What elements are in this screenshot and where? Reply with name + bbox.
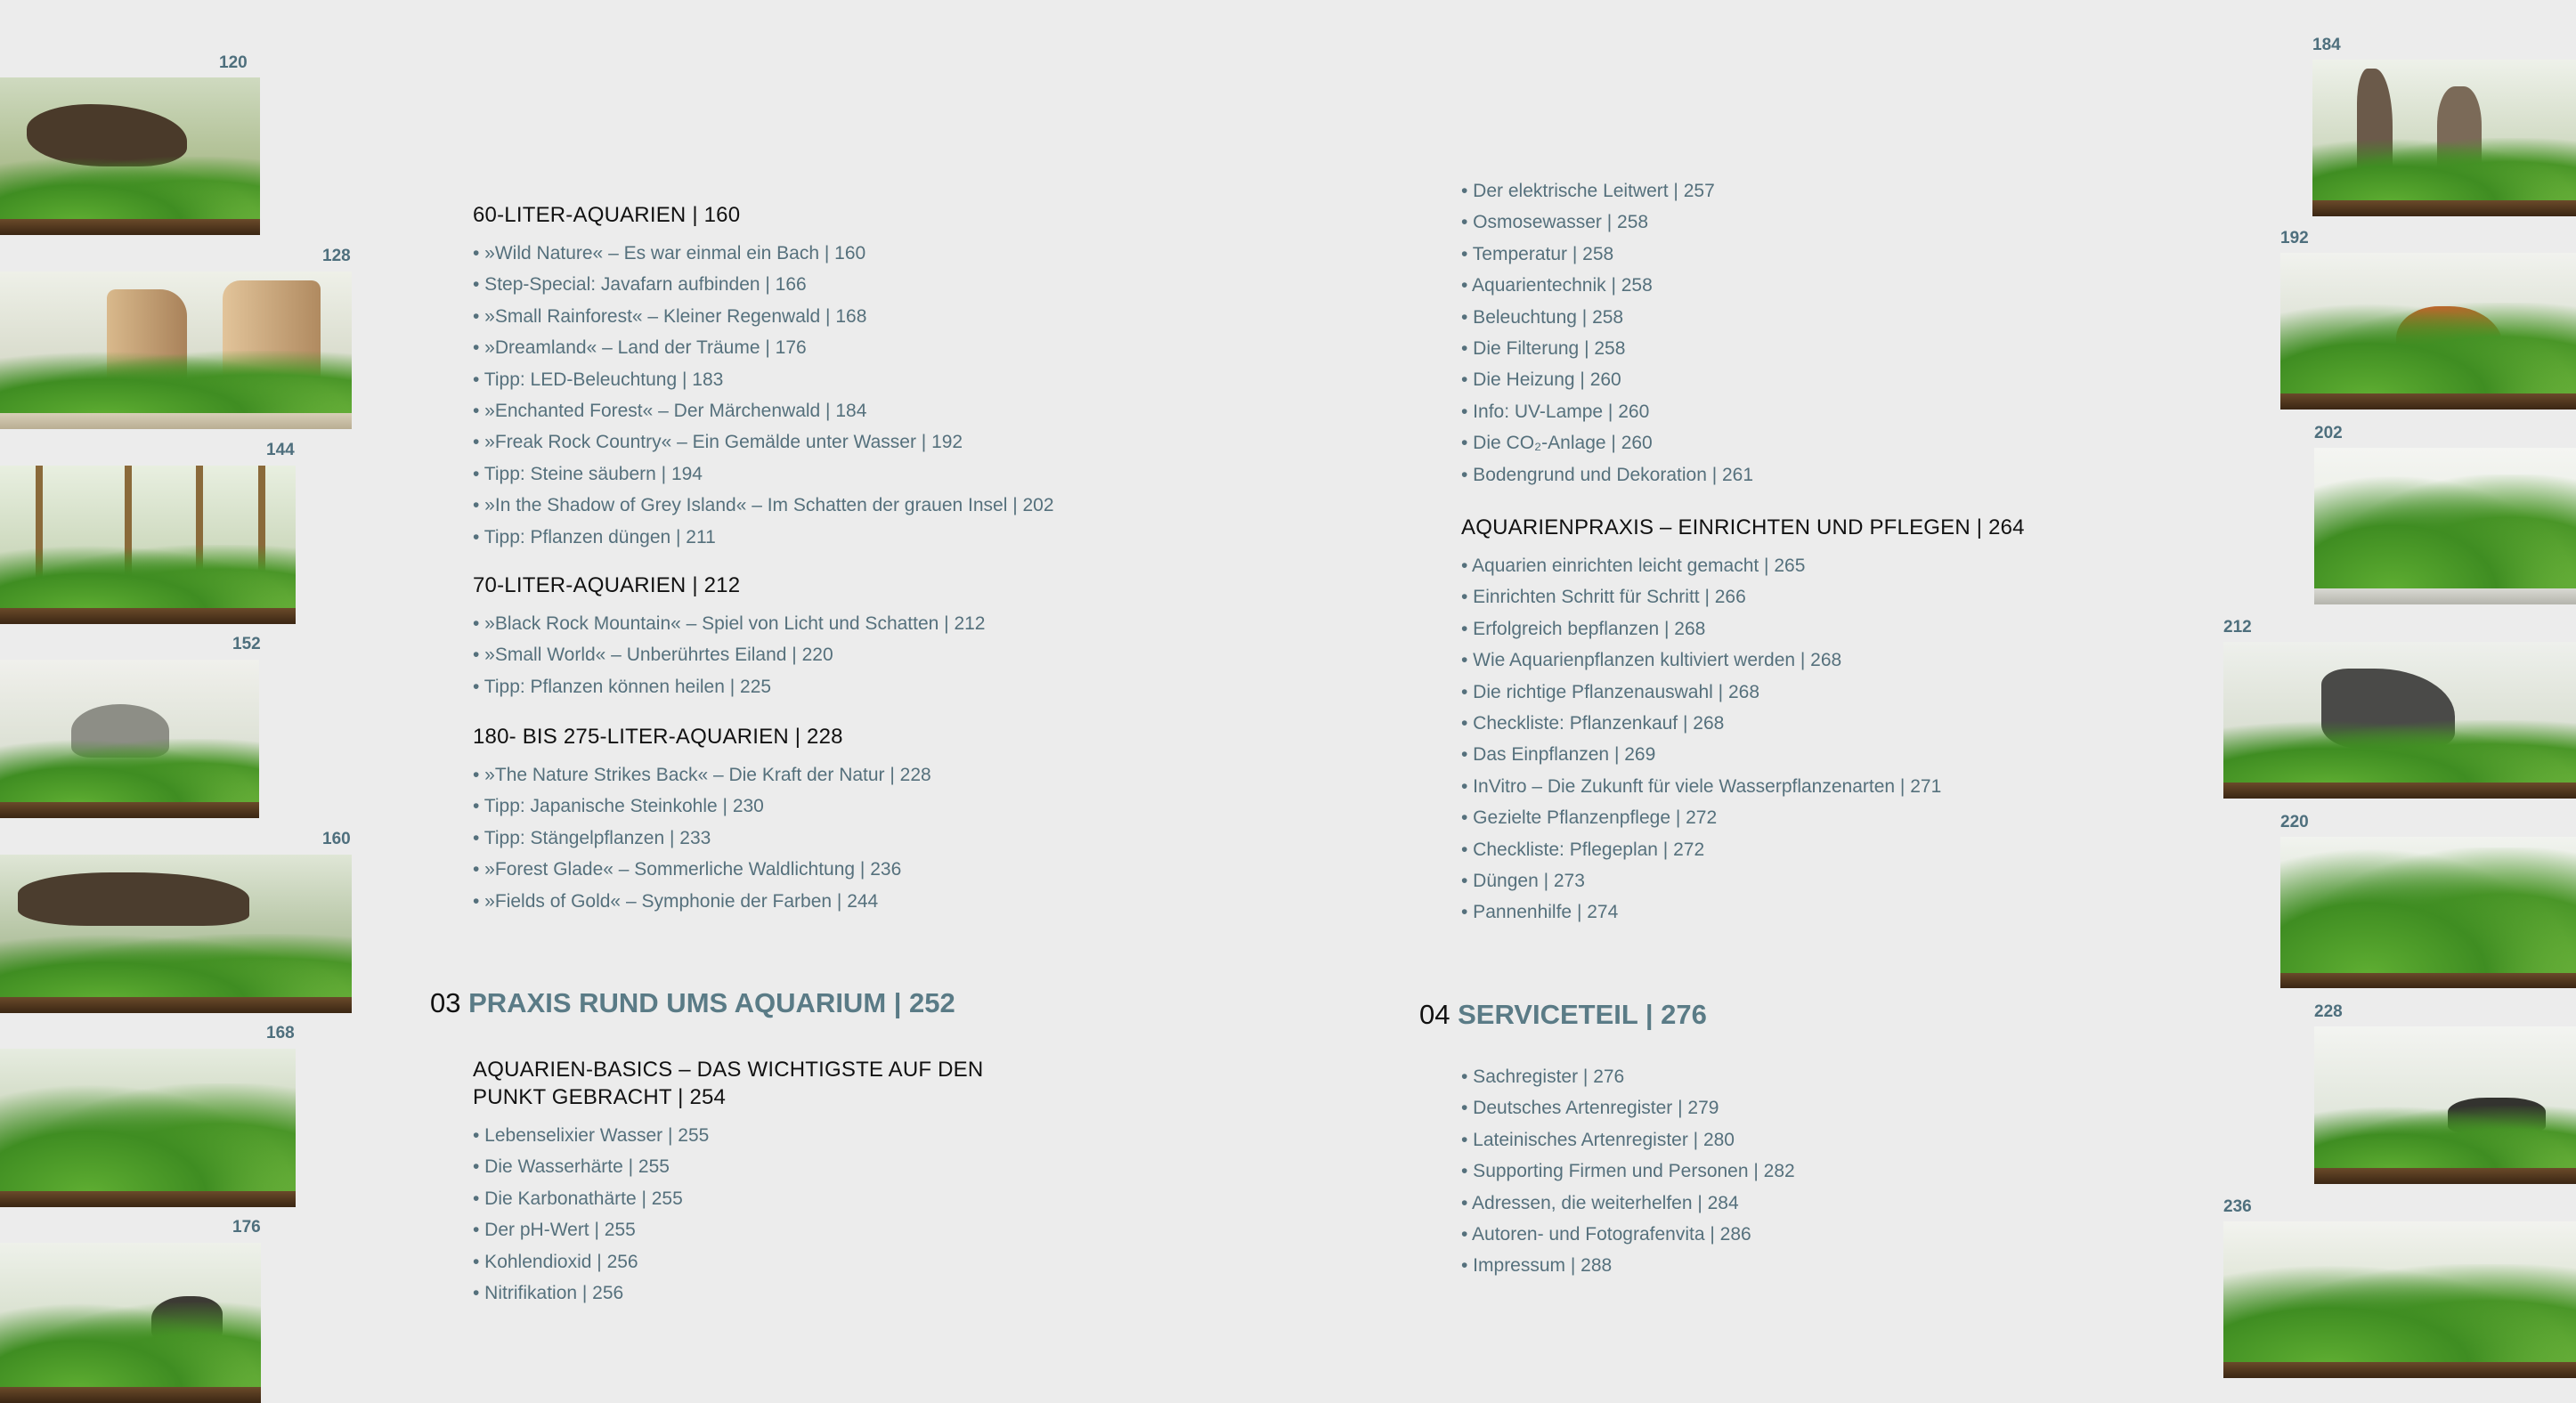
section-title: 180- BIS 275-LITER-AQUARIEN | 228: [473, 725, 843, 749]
toc-entry[interactable]: • Checkliste: Pflanzenkauf | 268: [1461, 713, 1725, 734]
toc-entry[interactable]: • Checkliste: Pflegeplan | 272: [1461, 839, 1705, 860]
toc-entry[interactable]: • Sachregister | 276: [1461, 1066, 1625, 1087]
toc-entry[interactable]: • Aquarientechnik | 258: [1461, 275, 1653, 296]
toc-entry[interactable]: • Bodengrund und Dekoration | 261: [1461, 464, 1754, 485]
toc-entry[interactable]: • Die CO₂-Anlage | 260: [1461, 433, 1653, 454]
aquarium-thumbnail[interactable]: [0, 855, 352, 1013]
chapter-title: SERVICETEIL | 276: [1458, 999, 1707, 1030]
thumb-page-number: 160: [322, 830, 351, 848]
toc-entry[interactable]: • Tipp: Steine säubern | 194: [473, 463, 703, 484]
toc-entry[interactable]: • Aquarien einrichten leicht gemacht | 265: [1461, 556, 1806, 576]
section-title-line1: AQUARIEN-BASICS – DAS WICHTIGSTE AUF DEN: [473, 1058, 984, 1082]
toc-entry[interactable]: • »Forest Glade« – Sommerliche Waldlichtung | 236: [473, 859, 902, 880]
toc-entry[interactable]: • »In the Shadow of Grey Island« – Im Schatten der grauen Insel | 202: [473, 495, 1054, 516]
toc-entry[interactable]: • Tipp: Pflanzen können heilen | 225: [473, 676, 772, 697]
toc-section-basics: [473, 1056, 983, 1309]
toc-entry[interactable]: • Die Heizung | 260: [1461, 369, 1621, 391]
toc-entry[interactable]: • Supporting Firmen und Personen | 282: [1461, 1161, 1795, 1182]
thumb-page-number: 128: [322, 247, 351, 265]
toc-entry[interactable]: • Lateinisches Artenregister | 280: [1461, 1129, 1735, 1150]
section-title-line2: PUNKT GEBRACHT | 254: [473, 1085, 727, 1109]
toc-section-serviceteil: [1461, 1061, 1795, 1282]
aquarium-thumbnail[interactable]: [2223, 1221, 2576, 1378]
toc-entry[interactable]: • Die richtige Pflanzenauswahl | 268: [1461, 681, 1759, 702]
toc-entry[interactable]: • Wie Aquarienpflanzen kultiviert werden | 268: [1461, 650, 1842, 671]
toc-section-60-liter: [473, 201, 1054, 553]
toc-entry[interactable]: • Autoren- und Fotografenvita | 286: [1461, 1224, 1751, 1245]
toc-section-180-275-liter: [473, 723, 931, 917]
toc-entry[interactable]: • Tipp: Stängelpflanzen | 233: [473, 827, 711, 848]
aquarium-thumbnail[interactable]: [2223, 642, 2576, 799]
aquarium-thumbnail[interactable]: [0, 77, 260, 235]
thumb-page-number: 168: [266, 1024, 295, 1042]
toc-entry[interactable]: • Beleuchtung | 258: [1461, 306, 1624, 328]
toc-entry[interactable]: • »Fields of Gold« – Symphonie der Farben | 244: [473, 890, 879, 912]
section-title: 70-LITER-AQUARIEN | 212: [473, 573, 741, 597]
aquarium-thumbnail[interactable]: [2280, 253, 2576, 410]
toc-entry[interactable]: • Gezielte Pflanzenpflege | 272: [1461, 807, 1718, 829]
toc-entry[interactable]: • Düngen | 273: [1461, 871, 1585, 892]
toc-continued-basics: [1461, 175, 1753, 491]
toc-entry[interactable]: • Die Filterung | 258: [1461, 338, 1626, 360]
aquarium-thumbnail[interactable]: [2280, 837, 2576, 988]
toc-entry[interactable]: • Das Einpflanzen | 269: [1461, 744, 1656, 766]
toc-entry[interactable]: • Deutsches Artenregister | 279: [1461, 1098, 1719, 1119]
toc-entry[interactable]: • Lebenselixier Wasser | 255: [473, 1125, 710, 1146]
chapter-04-heading[interactable]: [1419, 997, 1707, 1033]
toc-entry[interactable]: • »Enchanted Forest« – Der Märchenwald | 184: [473, 401, 867, 422]
aquarium-thumbnail[interactable]: [0, 1243, 261, 1403]
toc-section-aquarienpraxis: [1461, 514, 2025, 929]
section-title: 60-LITER-AQUARIEN | 160: [473, 203, 741, 227]
toc-entry[interactable]: • Nitrifikation | 256: [473, 1283, 624, 1304]
thumb-page-number: 184: [2312, 36, 2341, 54]
chapter-number: 03: [430, 987, 461, 1018]
toc-entry[interactable]: • Info: UV-Lampe | 260: [1461, 401, 1650, 422]
toc-entry[interactable]: • Erfolgreich bepflanzen | 268: [1461, 618, 1706, 639]
toc-entry[interactable]: • Temperatur | 258: [1461, 243, 1614, 264]
toc-entry[interactable]: • Tipp: Japanische Steinkohle | 230: [473, 796, 764, 817]
toc-entry[interactable]: • Die Wasserhärte | 255: [473, 1156, 670, 1178]
toc-entry[interactable]: • Pannenhilfe | 274: [1461, 902, 1619, 923]
toc-entry[interactable]: • InVitro – Die Zukunft für viele Wasserpflanzenarten | 271: [1461, 775, 1942, 797]
aquarium-thumbnail[interactable]: [2312, 60, 2576, 216]
toc-entry[interactable]: • »Small World« – Unberührtes Eiland | 220: [473, 645, 833, 666]
aquarium-thumbnail[interactable]: [0, 272, 352, 429]
toc-entry[interactable]: • »Wild Nature« – Es war einmal ein Bach | 160: [473, 243, 866, 264]
aquarium-thumbnail[interactable]: [2314, 1026, 2576, 1184]
thumb-page-number: 152: [232, 635, 261, 653]
toc-entry[interactable]: • Einrichten Schritt für Schritt | 266: [1461, 587, 1746, 608]
toc-entry[interactable]: • Der elektrische Leitwert | 257: [1461, 181, 1715, 201]
thumb-page-number: 202: [2314, 424, 2343, 442]
toc-entry[interactable]: • »The Nature Strikes Back« – Die Kraft der Natur | 228: [473, 765, 931, 785]
toc-entry[interactable]: • »Small Rainforest« – Kleiner Regenwald | 168: [473, 305, 867, 327]
chapter-03-heading[interactable]: [430, 985, 955, 1021]
aquarium-thumbnail[interactable]: [0, 1049, 296, 1207]
thumb-page-number: 192: [2280, 229, 2309, 247]
toc-entry[interactable]: • Der pH-Wert | 255: [473, 1220, 636, 1241]
toc-entry[interactable]: • »Black Rock Mountain« – Spiel von Licht und Schatten | 212: [473, 613, 986, 634]
section-title: AQUARIENPRAXIS – EINRICHTEN UND PFLEGEN | 264: [1461, 515, 2025, 539]
thumb-page-number: 176: [232, 1218, 261, 1237]
thumb-page-number: 144: [266, 441, 295, 459]
toc-section-70-liter: [473, 572, 986, 702]
thumb-page-number: 228: [2314, 1002, 2343, 1021]
toc-entry[interactable]: • Kohlendioxid | 256: [473, 1251, 638, 1272]
toc-entry[interactable]: • Osmosewasser | 258: [1461, 212, 1649, 233]
thumb-page-number: 212: [2223, 618, 2252, 637]
toc-entry[interactable]: • »Freak Rock Country« – Ein Gemälde unter Wasser | 192: [473, 432, 963, 453]
aquarium-thumbnail[interactable]: [0, 660, 259, 818]
aquarium-thumbnail[interactable]: [0, 466, 296, 624]
toc-entry[interactable]: • Die Karbonathärte | 255: [473, 1188, 683, 1209]
thumb-page-number: 120: [219, 53, 248, 72]
chapter-number: 04: [1419, 999, 1451, 1030]
aquarium-thumbnail[interactable]: [2314, 448, 2576, 604]
toc-entry[interactable]: • Tipp: LED-Beleuchtung | 183: [473, 369, 724, 390]
toc-entry[interactable]: • Tipp: Pflanzen düngen | 211: [473, 526, 716, 547]
toc-entry[interactable]: • »Dreamland« – Land der Träume | 176: [473, 337, 807, 359]
thumb-page-number: 220: [2280, 813, 2309, 831]
toc-entry[interactable]: • Adressen, die weiterhelfen | 284: [1461, 1192, 1739, 1213]
toc-entry[interactable]: • Impressum | 288: [1461, 1255, 1613, 1277]
toc-entry[interactable]: • Step-Special: Javafarn aufbinden | 166: [473, 274, 807, 296]
chapter-title: PRAXIS RUND UMS AQUARIUM | 252: [468, 987, 955, 1018]
thumb-page-number: 236: [2223, 1197, 2252, 1216]
